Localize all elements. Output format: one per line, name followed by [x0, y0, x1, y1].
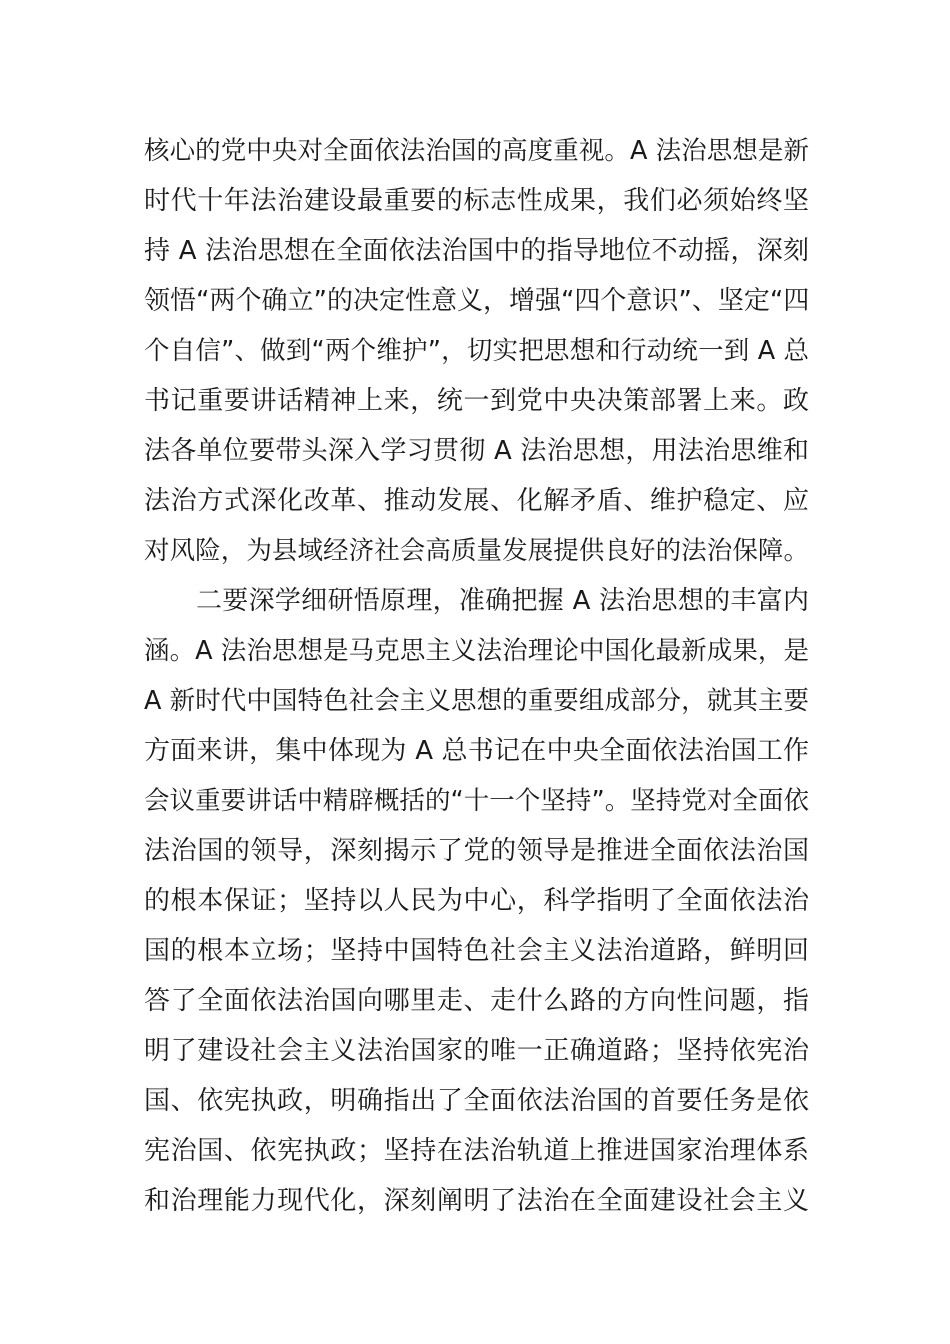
text-line: 持 A 法治思想在全面依法治国中的指导地位不动摇，深刻 — [144, 236, 809, 266]
text-line: 二要深学细研悟原理，准确把握 A 法治思想的丰富内 — [196, 586, 809, 616]
text-line: 时代十年法治建设最重要的标志性成果，我们必须始终坚 — [144, 186, 809, 216]
text-line: 对风险，为县域经济社会高质量发展提供良好的法治保障。 — [144, 536, 809, 566]
text-line: 法各单位要带头深入学习贯彻 A 法治思想，用法治思维和 — [144, 436, 809, 466]
text-line: 答了全面依法治国向哪里走、走什么路的方向性问题，指 — [144, 986, 809, 1016]
text-line: 和治理能力现代化，深刻阐明了法治在全面建设社会主义 — [144, 1186, 809, 1216]
text-line: 国、依宪执政，明确指出了全面依法治国的首要任务是依 — [144, 1086, 809, 1116]
text-line: 书记重要讲话精神上来，统一到党中央决策部署上来。政 — [144, 386, 809, 416]
text-line: A 新时代中国特色社会主义思想的重要组成部分，就其主要 — [144, 686, 809, 716]
text-line: 国的根本立场；坚持中国特色社会主义法治道路，鲜明回 — [144, 936, 809, 966]
text-line: 领悟“两个确立”的决定性意义，增强“四个意识”、坚定“四 — [144, 286, 809, 316]
text-line: 明了建设社会主义法治国家的唯一正确道路；坚持依宪治 — [144, 1036, 809, 1066]
text-line: 会议重要讲话中精辟概括的“十一个坚持”。坚持党对全面依 — [144, 786, 809, 816]
text-line: 核心的党中央对全面依法治国的高度重视。A 法治思想是新 — [144, 136, 809, 166]
text-line: 涵。A 法治思想是马克思主义法治理论中国化最新成果，是 — [144, 636, 809, 666]
text-line: 方面来讲，集中体现为 A 总书记在中央全面依法治国工作 — [144, 736, 809, 766]
text-line: 个自信”、做到“两个维护”，切实把思想和行动统一到 A 总 — [144, 336, 809, 366]
text-line: 宪治国、依宪执政；坚持在法治轨道上推进国家治理体系 — [144, 1136, 809, 1166]
text-line: 的根本保证；坚持以人民为中心，科学指明了全面依法治 — [144, 886, 809, 916]
text-line: 法治方式深化改革、推动发展、化解矛盾、维护稳定、应 — [144, 486, 809, 516]
text-line: 法治国的领导，深刻揭示了党的领导是推进全面依法治国 — [144, 836, 809, 866]
